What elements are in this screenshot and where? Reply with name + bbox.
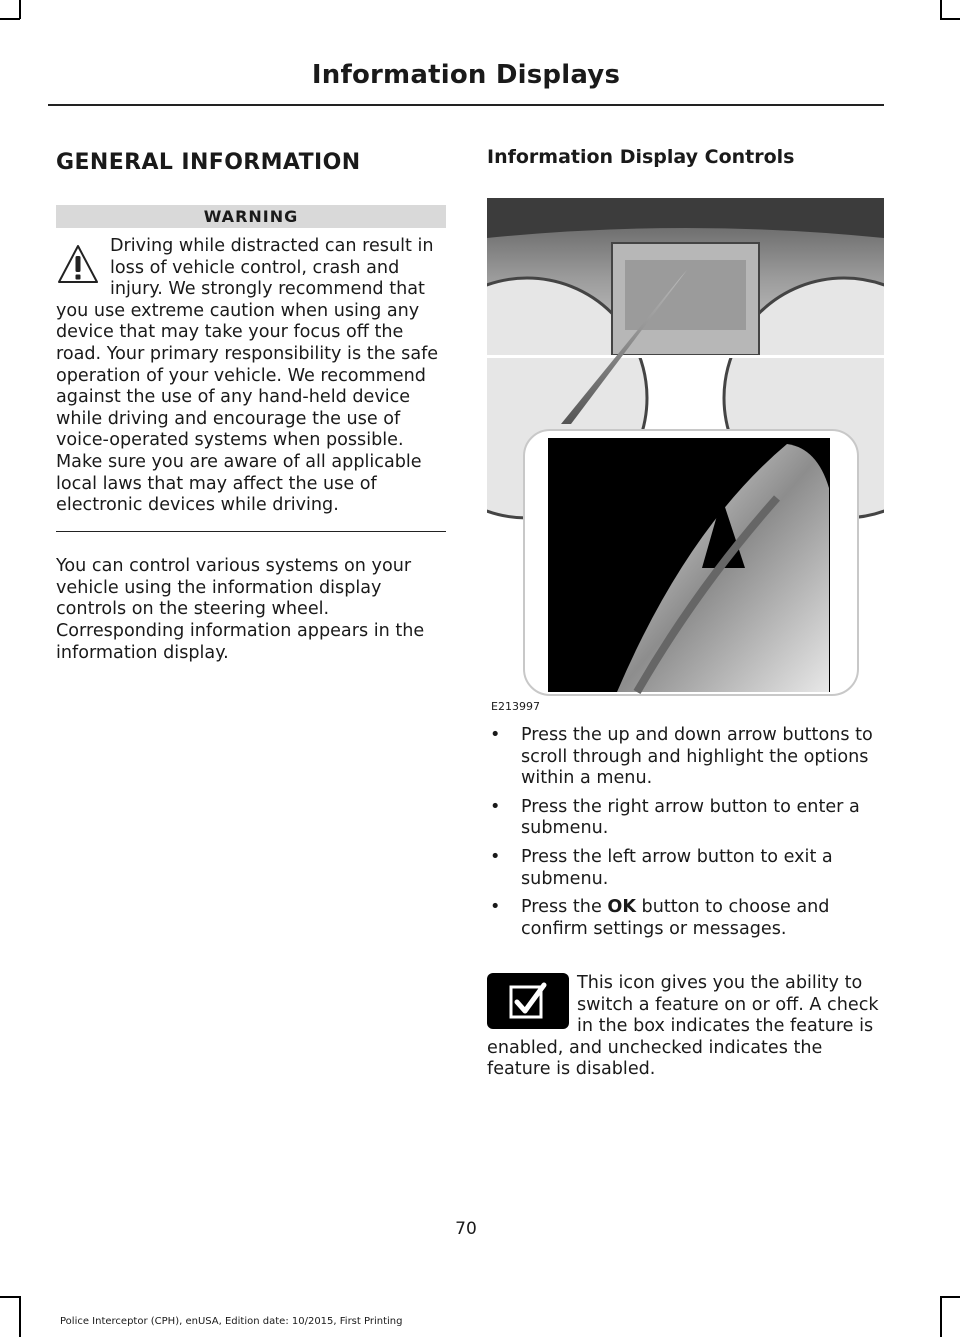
footer-edition: Police Interceptor (CPH), enUSA, Edition date: 10/2015, First Printing bbox=[60, 1316, 403, 1327]
subsection-title: Information Display Controls bbox=[487, 146, 795, 168]
list-item: • Press the OK button to choose and confirm settings or messages. bbox=[490, 897, 830, 939]
header-rule bbox=[48, 104, 884, 106]
crop-mark bbox=[940, 1296, 942, 1337]
warning-end-rule bbox=[56, 531, 446, 533]
warning-triangle-icon bbox=[56, 242, 100, 290]
list-item: • Press the up and down arrow buttons to scroll through and highlight the options within a menu. bbox=[490, 725, 873, 789]
list-item: • Press the left arrow button to exit a submenu. bbox=[490, 846, 833, 889]
check-icon-description bbox=[487, 973, 884, 1081]
crop-mark bbox=[940, 0, 942, 19]
warning-box bbox=[56, 205, 446, 532]
crop-mark bbox=[0, 18, 20, 20]
list-item: • Press the right arrow button to enter a submenu. bbox=[490, 796, 860, 839]
section-title: GENERAL INFORMATION bbox=[56, 150, 361, 175]
crop-mark bbox=[19, 1296, 21, 1337]
intro-paragraph: You can control various systems on your vehicle using the information display controls on the steering wheel. Corresponding information appears in the information display. bbox=[56, 556, 425, 663]
left-column bbox=[56, 140, 446, 664]
page-header-title: Information Displays bbox=[311, 60, 621, 90]
right-column bbox=[487, 140, 884, 1080]
instrument-cluster-figure bbox=[487, 198, 884, 698]
crop-mark bbox=[940, 1296, 960, 1298]
warning-text: Driving while distracted can result in loss of vehicle control, crash and injury. We strongly recommend that you use extreme caution when using any device that may take your focus off the road. Your primary responsibility is the safe operation of your vehicle. We recommend against the use of any hand-held device while driving and encourage the use of voice-operated systems when possible. Make sure you are aware of all applicable local laws that may affect the use of electronic devices while driving. bbox=[56, 236, 439, 516]
figure-code: E213997 bbox=[491, 700, 540, 713]
controls-list bbox=[487, 725, 884, 947]
ok-label: OK bbox=[607, 897, 636, 918]
crop-mark bbox=[0, 1296, 20, 1298]
warning-label: WARNING bbox=[56, 205, 446, 228]
warning-body bbox=[56, 236, 446, 517]
check-text: This icon gives you the ability to switch a feature on or off. A check in the box indicates the feature is enabled, and unchecked indicates the feature is disabled. bbox=[487, 973, 879, 1080]
checkbox-checked-icon bbox=[487, 973, 569, 1029]
crop-mark bbox=[940, 18, 960, 20]
crop-mark bbox=[19, 0, 21, 19]
page-number: 70 bbox=[455, 1219, 477, 1239]
